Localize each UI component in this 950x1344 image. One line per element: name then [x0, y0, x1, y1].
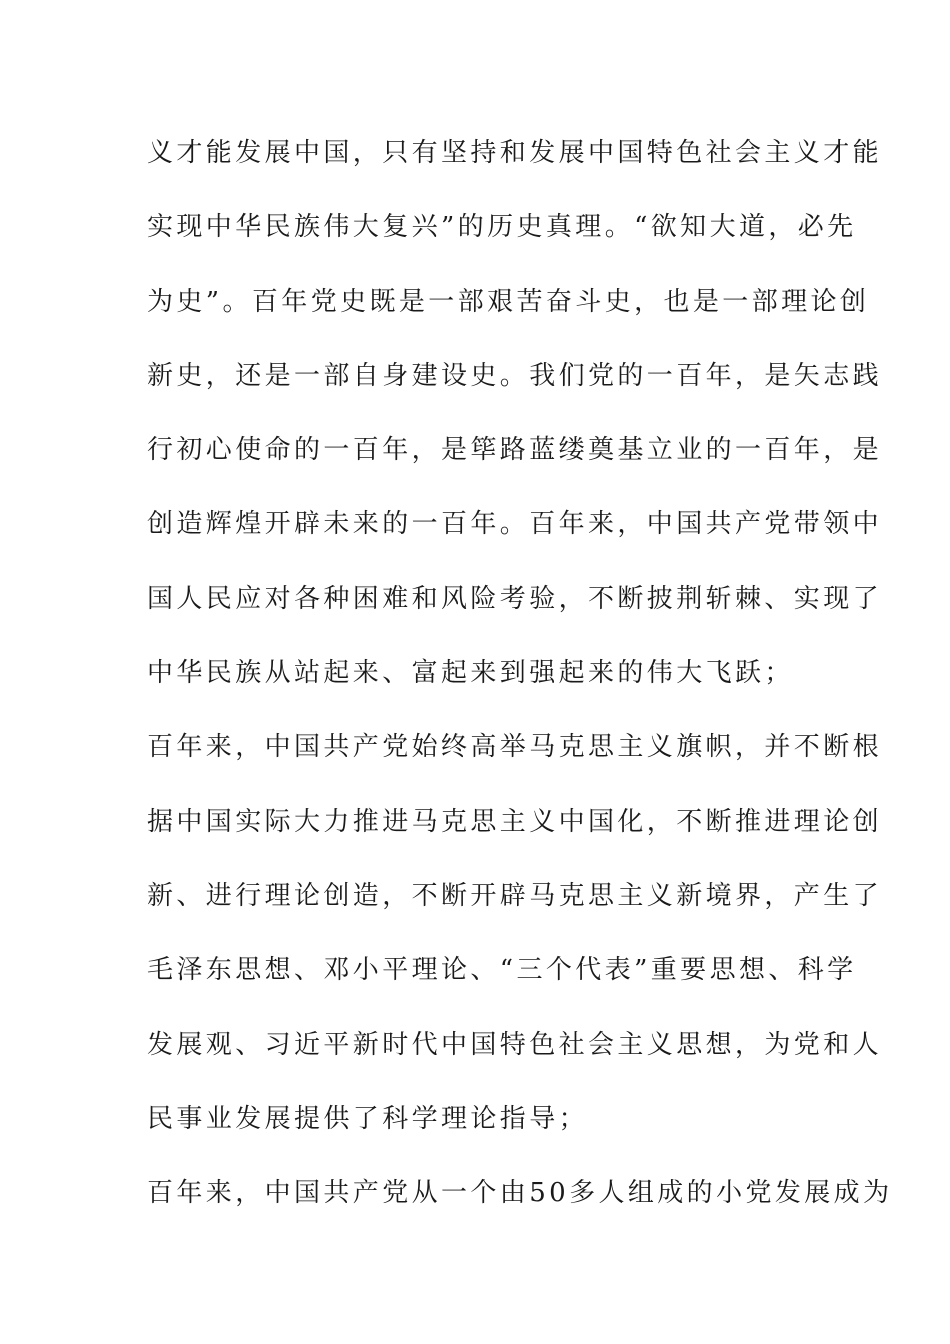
text-line: 行初心使命的一百年，是筚路蓝缕奠基立业的一百年，是 [147, 435, 883, 466]
text-line: 新、进行理论创造，不断开辟马克思主义新境界，产生了 [147, 880, 883, 911]
text-line: 国人民应对各种困难和风险考验，不断披荆斩棘、实现了 [147, 583, 883, 614]
text-line: 据中国实际大力推进马克思主义中国化，不断推进理论创 [147, 806, 883, 837]
text-line: 新史，还是一部自身建设史。我们党的一百年，是矢志践 [147, 360, 883, 391]
text-line: 义才能发展中国，只有坚持和发展中国特色社会主义才能 [147, 138, 883, 168]
text-line: 创造辉煌开辟未来的一百年。百年来，中国共产党带领中 [147, 509, 883, 540]
text-line: 发展观、习近平新时代中国特色社会主义思想，为党和人 [147, 1029, 883, 1060]
body-text [147, 131, 893, 1245]
text-line: 实现中华民族伟大复兴”的历史真理。“欲知大道，必先 [147, 212, 857, 243]
text-line: 中华民族从站起来、富起来到强起来的伟大飞跃； [147, 658, 794, 689]
text-line: 百年来，中国共产党从一个由50多人组成的小党发展成为 [147, 1178, 893, 1209]
text-line: 为史”。百年党史既是一部艰苦奋斗史，也是一部理论创 [147, 286, 870, 317]
text-line: 百年来，中国共产党始终高举马克思主义旗帜，并不断根 [147, 732, 883, 763]
text-line: 毛泽东思想、邓小平理论、“三个代表”重要思想、科学 [147, 955, 857, 986]
text-line: 民事业发展提供了科学理论指导； [147, 1103, 589, 1134]
